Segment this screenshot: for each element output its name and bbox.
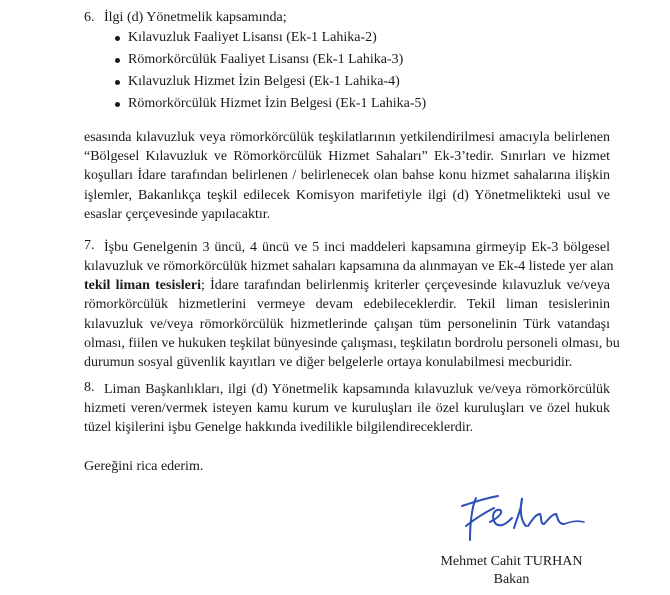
paragraph-line: koşulları İdare tarafından belirlenen / belirlenecek olan bahse konu hizmet sahalarına ilişkin <box>84 168 610 184</box>
paragraph-line: işlemler, Bakanlıkça teşkil edilecek Komisyon marifetiyle ilgi (d) Yönetmelikteki usul ve <box>84 187 610 203</box>
item-6-number: 6. <box>84 10 95 25</box>
item-7-paragraph <box>84 257 620 372</box>
paragraph-line: esasında kılavuzluk veya römorkörcülük teşkilatlarının yetkilendirilmesi amacıyla belirlenen <box>84 130 610 145</box>
paragraph-line: kılavuzluk ve/veya römorkörcülük hizmetlerinde çalışan tüm personelinin Türk vatandaşı <box>84 316 610 332</box>
list-item: Kılavuzluk Hizmet İzin Belgesi (Ek-1 Lahika-4) <box>115 71 426 93</box>
paragraph-line: kılavuzluk ve römorkörcülük hizmet sahaları kapsamına da alınmayan ve Ek-4 listede yer alan <box>84 259 614 274</box>
closing-text: Gereğini rica ederim. <box>84 459 204 474</box>
list-item: Kılavuzluk Faaliyet Lisansı (Ek-1 Lahika-2) <box>115 27 426 49</box>
license-list <box>115 27 426 115</box>
item-6-intro: İlgi (d) Yönetmelik kapsamında; <box>104 10 287 25</box>
paragraph-line: esaslar çerçevesinde yapılacaktır. <box>84 206 271 222</box>
paragraph-line: İşbu Genelgenin 3 üncü, 4 üncü ve 5 inci maddeleri kapsamına girmeyip Ek-3 bölgesel <box>104 240 610 255</box>
after-bold-text: ; İdare tarafından belirlenmiş kriterler çerçevesinde kılavuzluk ve/veya <box>201 278 610 294</box>
list-item: Römorkörcülük Faaliyet Lisansı (Ek-1 Lahika-3) <box>115 49 426 71</box>
paragraph-line: römorkörcülük hizmetlerini vermeye devam edebileceklerdir. Tekil liman tesislerinin <box>84 297 610 313</box>
paragraph-line: durumun sosyal güvenlik kayıtları ve diğer belgelerle ortaya konulabilmesi mecburidir. <box>84 354 573 370</box>
signature-image <box>456 488 591 550</box>
item-8-paragraph-first <box>104 380 610 399</box>
paragraph-line-with-bold <box>84 276 610 295</box>
item-7-paragraph-first <box>104 238 610 257</box>
paragraph-line: hizmeti veren/vermek isteyen kamu kurum ve kuruluşları ile özel kuruluşları ve özel hukuk <box>84 401 610 416</box>
item-8-paragraph <box>84 399 610 437</box>
item-6-paragraph <box>84 128 610 224</box>
signatory-name: Mehmet Cahit TURHAN <box>440 554 583 569</box>
item-8-number: 8. <box>84 380 95 395</box>
signatory-title: Bakan <box>493 572 530 587</box>
paragraph-line: “Bölgesel Kılavuzluk ve Römorkörcülük Hizmet Sahaları” Ek-3’tedir. Sınırları ve hizmet <box>84 149 610 165</box>
bold-phrase: tekil liman tesisleri <box>84 278 201 294</box>
list-item: Römorkörcülük Hizmet İzin Belgesi (Ek-1 Lahika-5) <box>115 93 426 115</box>
item-7-number: 7. <box>84 238 95 253</box>
paragraph-line: tüzel kişilerini işbu Genelge hakkında ivedilikle bilgilendireceklerdir. <box>84 420 474 436</box>
paragraph-line: Liman Başkanlıkları, ilgi (d) Yönetmelik kapsamında kılavuzluk ve/veya römorkörcülük <box>104 382 610 397</box>
paragraph-line: olması, fiilen ve hukuken teşkilat bünyesinde çalışması, teşkilatın bordrolu personeli olması, bu <box>84 335 620 351</box>
